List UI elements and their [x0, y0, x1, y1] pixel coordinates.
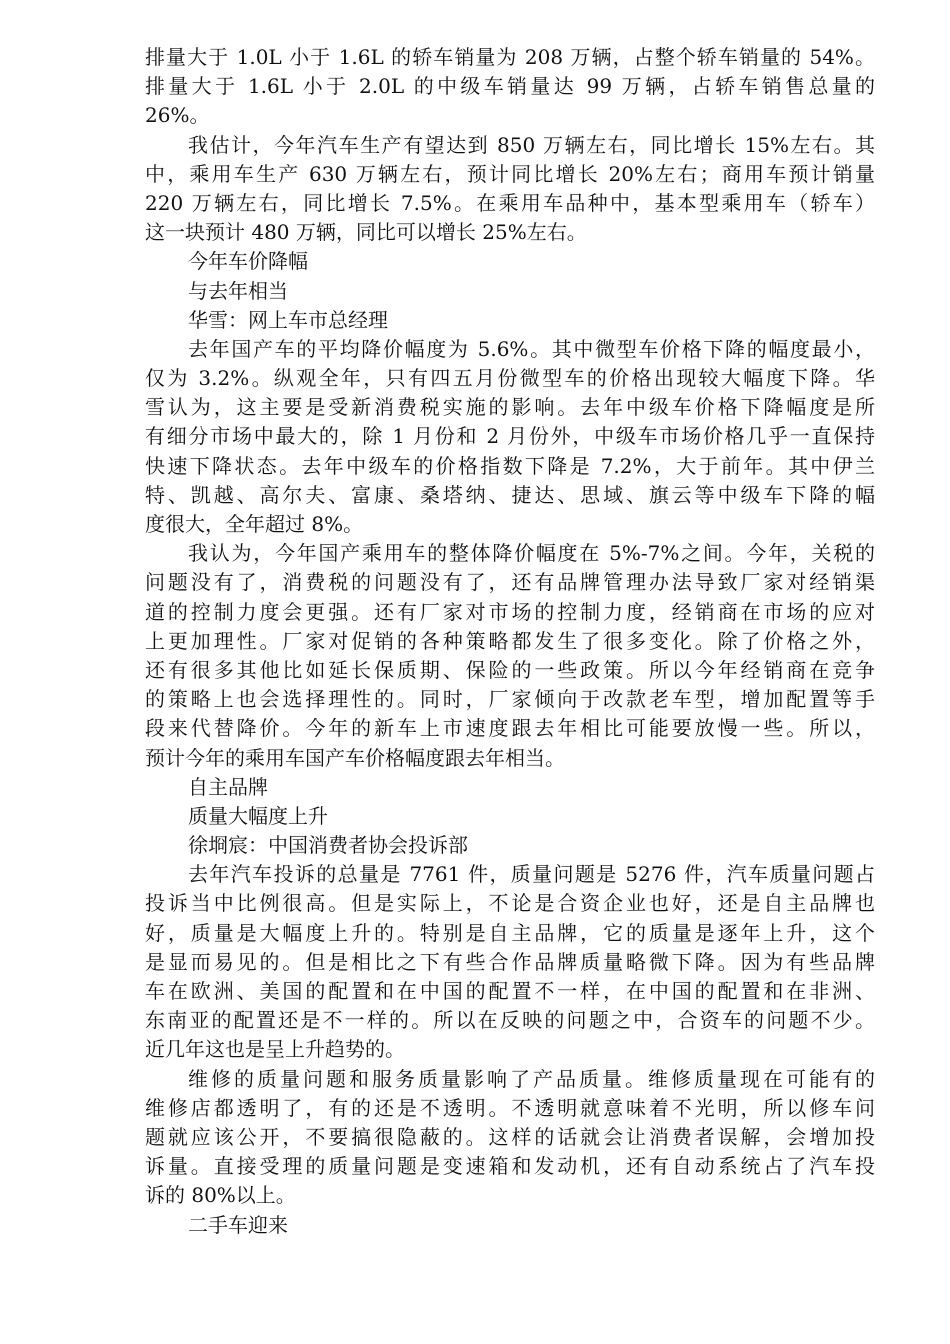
heading-line: 华雪：网上车市总经理	[188, 307, 388, 332]
heading-same-as-last-year	[145, 277, 875, 306]
speaker-xu-kunchen	[145, 831, 875, 860]
text-line: 问题没有了，消费税的问题没有了，还有品牌管理办法导致厂家对经销渠	[145, 570, 875, 595]
text-line: 220 万辆左右，同比增长 7.5%。在乘用车品种中，基本型乘用车（轿车）	[145, 190, 875, 215]
text-line: 段来代替降价。今年的新车上市速度跟去年相比可能要放慢一些。所以，	[145, 716, 875, 741]
text-line: 仅为 3.2%。纵观全年，只有四五月份微型车的价格出现较大幅度下降。华	[145, 366, 875, 391]
paragraph-complaints	[145, 860, 875, 1064]
heading-own-brands	[145, 773, 875, 802]
text-line: 题就应该公开，不要搞很隐蔽的。这样的话就会让消费者误解，会增加投	[145, 1124, 875, 1149]
text-line: 是显而易见的。但是相比之下有些合作品牌质量略微下降。因为有些品牌	[145, 949, 875, 974]
heading-line: 自主品牌	[188, 774, 268, 799]
paragraph-production-forecast	[145, 131, 875, 248]
paragraph-price-index	[145, 335, 875, 539]
text-line: 近几年这也是呈上升趋势的。	[145, 1037, 405, 1062]
text-line: 我估计，今年汽车生产有望达到 850 万辆左右，同比增长 15%左右。其	[188, 132, 875, 157]
text-line: 我认为，今年国产乘用车的整体降价幅度在 5%-7%之间。今年，关税的	[188, 541, 875, 566]
text-line: 度很大，全年超过 8%。	[145, 512, 364, 536]
text-line: 道的控制力度会更强。还有厂家对市场的控制力度，经销商在市场的应对	[145, 599, 875, 624]
text-line: 去年国产车的平均降价幅度为 5.6%。其中微型车价格下降的幅度最小，	[188, 336, 875, 361]
heading-line: 与去年相当	[188, 278, 288, 303]
text-line: 维修店都透明了，有的还是不透明。不透明就意味着不光明，所以修车问	[145, 1095, 875, 1120]
text-line: 这一块预计 480 万辆，同比可以增长 25%左右。	[145, 220, 587, 245]
heading-price-drop	[145, 247, 875, 276]
paragraph-repair-quality	[145, 1065, 875, 1211]
text-line: 还有很多其他比如延长保质期、保险的一些政策。所以今年经销商在竞争	[145, 657, 875, 682]
speaker-hua-xue	[145, 306, 875, 335]
text-line: 维修的质量问题和服务质量影响了产品质量。维修质量现在可能有的	[188, 1066, 875, 1091]
text-line: 投诉当中比例很高。但是实际上，不论是合资企业也好，还是自主品牌也	[145, 891, 875, 916]
document-page	[145, 43, 875, 1240]
text-line: 的策略上也会选择理性的。同时，厂家倾向于改款老车型，增加配置等手	[145, 687, 875, 712]
text-line: 特、凯越、高尔夫、富康、桑塔纳、捷达、思域、旗云等中级车下降的幅	[145, 482, 875, 507]
text-line: 东南亚的配置还是不一样的。所以在反映的问题之中，合资车的问题不少。	[145, 1008, 875, 1033]
text-line: 中，乘用车生产 630 万辆左右，预计同比增长 20%左右；商用车预计销量	[145, 161, 875, 186]
heading-line: 质量大幅度上升	[188, 803, 328, 828]
text-line: 上更加理性。厂家对促销的各种策略都发生了很多变化。除了价格之外，	[145, 628, 875, 653]
text-line: 26%。	[145, 103, 210, 128]
heading-line: 今年车价降幅	[188, 249, 308, 274]
text-line: 车在欧洲、美国的配置和在中国的配置不一样，在中国的配置和在非洲、	[145, 979, 875, 1003]
heading-used-cars	[145, 1211, 875, 1240]
text-line: 好，质量是大幅度上升的。特别是自主品牌，它的质量是逐年上升，这个	[145, 920, 875, 945]
text-line: 排量大于 1.0L 小于 1.6L 的轿车销量为 208 万辆，占整个轿车销量的 54%。	[145, 45, 875, 69]
text-line: 快速下降状态。去年中级车的价格指数下降是 7.2%，大于前年。其中伊兰	[145, 453, 875, 478]
heading-quality-rise	[145, 802, 875, 831]
text-line: 去年汽车投诉的总量是 7761 件，质量问题是 5276 件，汽车质量问题占	[188, 862, 875, 887]
heading-line: 徐埛宸：中国消费者协会投诉部	[188, 833, 468, 858]
text-line: 有细分市场中最大的，除 1 月份和 2 月份外，中级车市场价格几乎一直保持	[145, 424, 875, 449]
paragraph-sedan-sales	[145, 43, 875, 131]
heading-line: 二手车迎来	[188, 1212, 288, 1237]
text-line: 诉的 80%以上。	[145, 1183, 296, 1208]
paragraph-price-outlook	[145, 539, 875, 773]
text-line: 排量大于 1.6L 小于 2.0L 的中级车销量达 99 万辆，占轿车销售总量的	[145, 74, 875, 99]
text-line: 预计今年的乘用车国产车价格幅度跟去年相当。	[145, 745, 565, 770]
text-line: 雪认为，这主要是受新消费税实施的影响。去年中级车价格下降幅度是所	[145, 395, 875, 420]
text-line: 诉量。直接受理的质量问题是变速箱和发动机，还有自动系统占了汽车投	[145, 1154, 875, 1179]
